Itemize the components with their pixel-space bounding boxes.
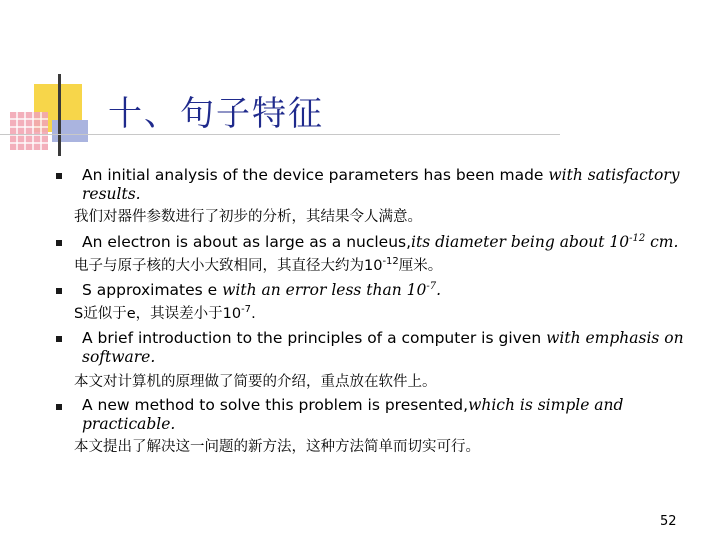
sentence-2-chinese: 电子与原子核的大小大致相同，其直径大约为$10^{-12}$厘米。 (74, 256, 443, 274)
bullet-icon (56, 336, 62, 342)
sentence-5-chinese: 本文提出了解决这一问题的新方法，这种方法简单而切实可行。 (74, 439, 480, 455)
bullet-icon (56, 173, 62, 179)
bullet-icon (56, 404, 62, 410)
sentence-2-english: An electron is about as large as a nucleus,its diameter being about $10^{-12}$ cm. (82, 232, 679, 251)
bullet-icon (56, 240, 62, 246)
sentence-1-chinese: 我们对器件参数进行了初步的分析，其结果令人满意。 (74, 209, 422, 225)
slide-title: 十、句子特征 (108, 94, 324, 134)
page-number: 52 (660, 514, 677, 529)
sentence-3-english: S approximates e with an error less than $10^{-7}$. (82, 280, 442, 299)
sentence-4-chinese: 本文对计算机的原理做了简要的介绍，重点放在软件上。 (74, 374, 437, 390)
sentence-4-english: A brief introduction to the principles of a computer is given with emphasis on software. (82, 329, 684, 366)
sentence-5-english: A new method to solve this problem is presented,which is simple and practicable. (82, 396, 624, 433)
sentence-1-english: An initial analysis of the device parameters has been made with satisfactory results. (82, 166, 680, 203)
decor-red-square (10, 112, 48, 150)
decor-vertical-line (58, 74, 61, 156)
sentence-3-chinese: S近似于e，其误差小于$10^{-7}$. (74, 304, 256, 322)
bullet-icon (56, 288, 62, 294)
